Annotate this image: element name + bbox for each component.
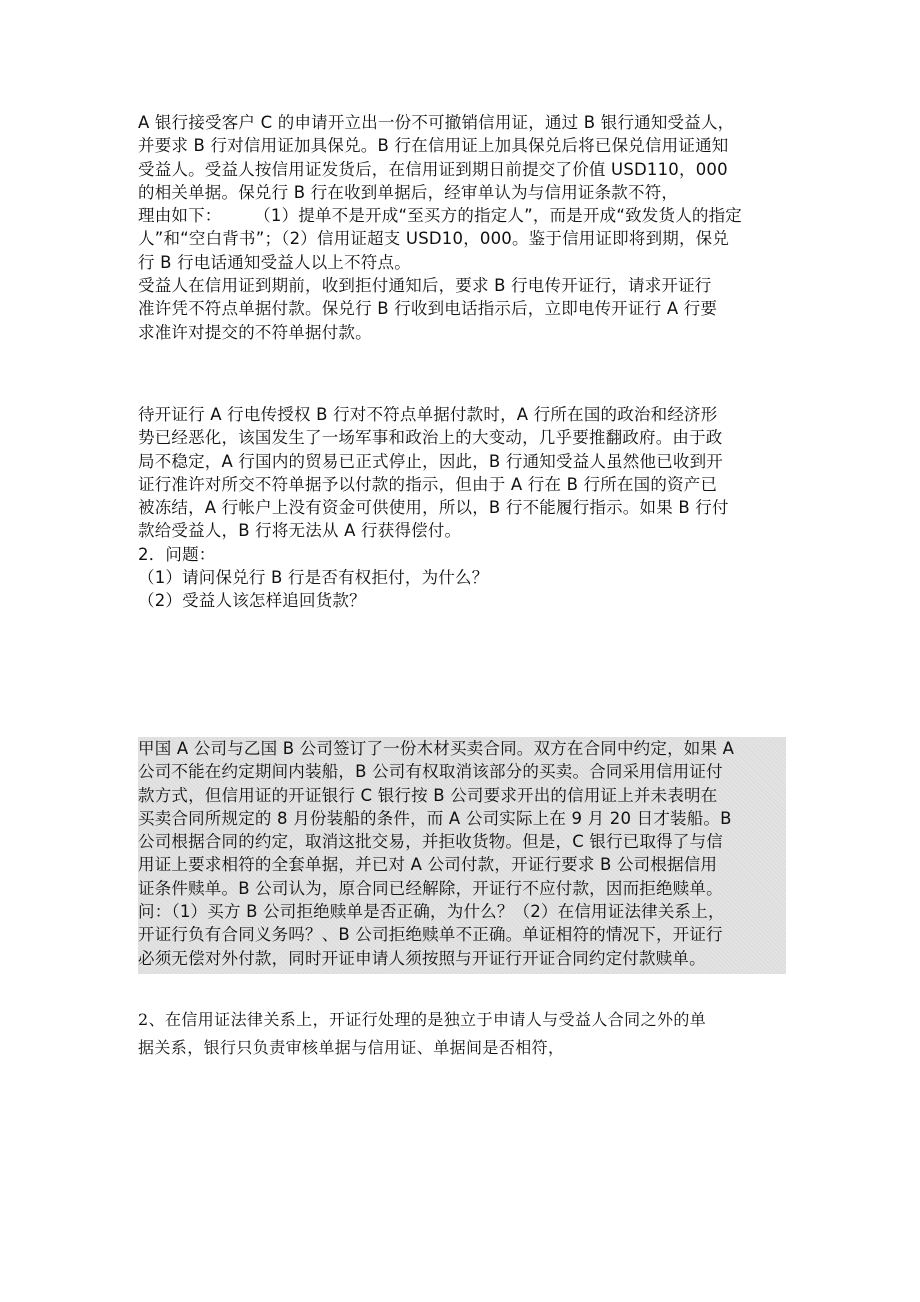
text-line: 行 B 行电话通知受益人以上不符点。 — [138, 252, 411, 272]
text-line: 开证行负有合同义务吗？、B 公司拒绝赎单不正确。单证相符的情况下，开证行 — [138, 925, 723, 945]
text-line: 证条件赎单。B 公司认为，原合同已经解除，开证行不应付款，因而拒绝赎单。 — [138, 878, 723, 898]
text-line: 人”和“空白背书”；（2）信用证超支 USD10，000。鉴于信用证即将到期，保兑 — [138, 229, 730, 249]
text-line: 款方式，但信用证的开证银行 C 银行按 B 公司要求开出的信用证上并未表明在 — [138, 785, 718, 805]
text-line: 势已经恶化，该国发生了一场军事和政治上的大变动，几乎要推翻政府。由于政 — [138, 428, 723, 448]
answer-two-paragraph — [138, 1006, 788, 1062]
question-item: （1）请问保兑行 B 行是否有权拒付，为什么？ — [138, 568, 489, 588]
text-line: 2、在信用证法律关系上，开证行处理的是独立于申请人与受益人合同之外的单 — [138, 1010, 707, 1029]
question-heading: 2．问题： — [138, 544, 216, 564]
text-line: 理由如下： （1）提单不是开成“至买方的指定人”，而是开成“致发货人的指定 — [138, 206, 743, 226]
text-line: 的相关单据。保兑行 B 行在收到单据后，经审单认为与信用证条款不符， — [138, 182, 679, 202]
text-line: 求准许对提交的不符单据付款。 — [138, 322, 372, 342]
text-line: 款给受益人，B 行将无法从 A 行获得偿付。 — [138, 521, 462, 541]
text-line: 并要求 B 行对信用证加具保兑。B 行在信用证上加具保兑后将已保兑信用证通知 — [138, 136, 729, 156]
text-line: 必须无偿对外付款，同时开证申请人须按照与开证行开证合同约定付款赎单。 — [138, 948, 706, 968]
text-line: 局不稳定，A 行国内的贸易已正式停止，因此，B 行通知受益人虽然他已收到开 — [138, 451, 723, 471]
text-line: 准许凭不符点单据付款。保兑行 B 行收到电话指示后，立即电传开证行 A 行要 — [138, 299, 718, 319]
text-line: 问：（1）买方 B 公司拒绝赎单是否正确，为什么？（2）在信用证法律关系上， — [138, 902, 725, 922]
text-line: 买卖合同所规定的 8 月份装船的条件，而 A 公司实际上在 9 月 20 日才装船。B — [138, 808, 732, 828]
text-line: 受益人。受益人按信用证发货后，在信用证到期日前提交了价值 USD110，000 — [138, 159, 728, 179]
text-line: 用证上要求相符的全套单据，并已对 A 公司付款，开证行要求 B 公司根据信用 — [138, 855, 718, 875]
text-line: 待开证行 A 行电传授权 B 行对不符点单据付款时，A 行所在国的政治和经济形 — [138, 405, 718, 424]
text-line: 公司根据合同的约定，取消这批交易，并拒收货物。但是，C 银行已取得了与信 — [138, 832, 723, 852]
text-line: 甲国 A 公司与乙国 B 公司签订了一份木材买卖合同。双方在合同中约定，如果 A — [138, 739, 735, 758]
text-line: 据关系，银行只负责审核单据与信用证、单据间是否相符， — [138, 1038, 565, 1057]
case-three-highlighted-paragraph — [138, 737, 786, 974]
case-one-paragraph — [138, 111, 788, 344]
case-two-paragraph — [138, 403, 788, 613]
text-line: 公司不能在约定期间内装船，B 公司有权取消该部分的买卖。合同采用信用证付 — [138, 762, 723, 782]
text-line: 被冻结，A 行帐户上没有资金可供使用，所以，B 行不能履行指示。如果 B 行付 — [138, 498, 729, 518]
question-item: （2）受益人该怎样追回货款？ — [138, 591, 366, 611]
text-line: 受益人在信用证到期前，收到拒付通知后，要求 B 行电传开证行，请求开证行 — [138, 276, 712, 296]
text-line: A 银行接受客户 C 的申请开立出一份不可撤销信用证，通过 B 银行通知受益人， — [138, 113, 735, 132]
text-line: 证行准许对所交不符单据予以付款的指示，但由于 A 行在 B 行所在国的资产已 — [138, 474, 718, 494]
